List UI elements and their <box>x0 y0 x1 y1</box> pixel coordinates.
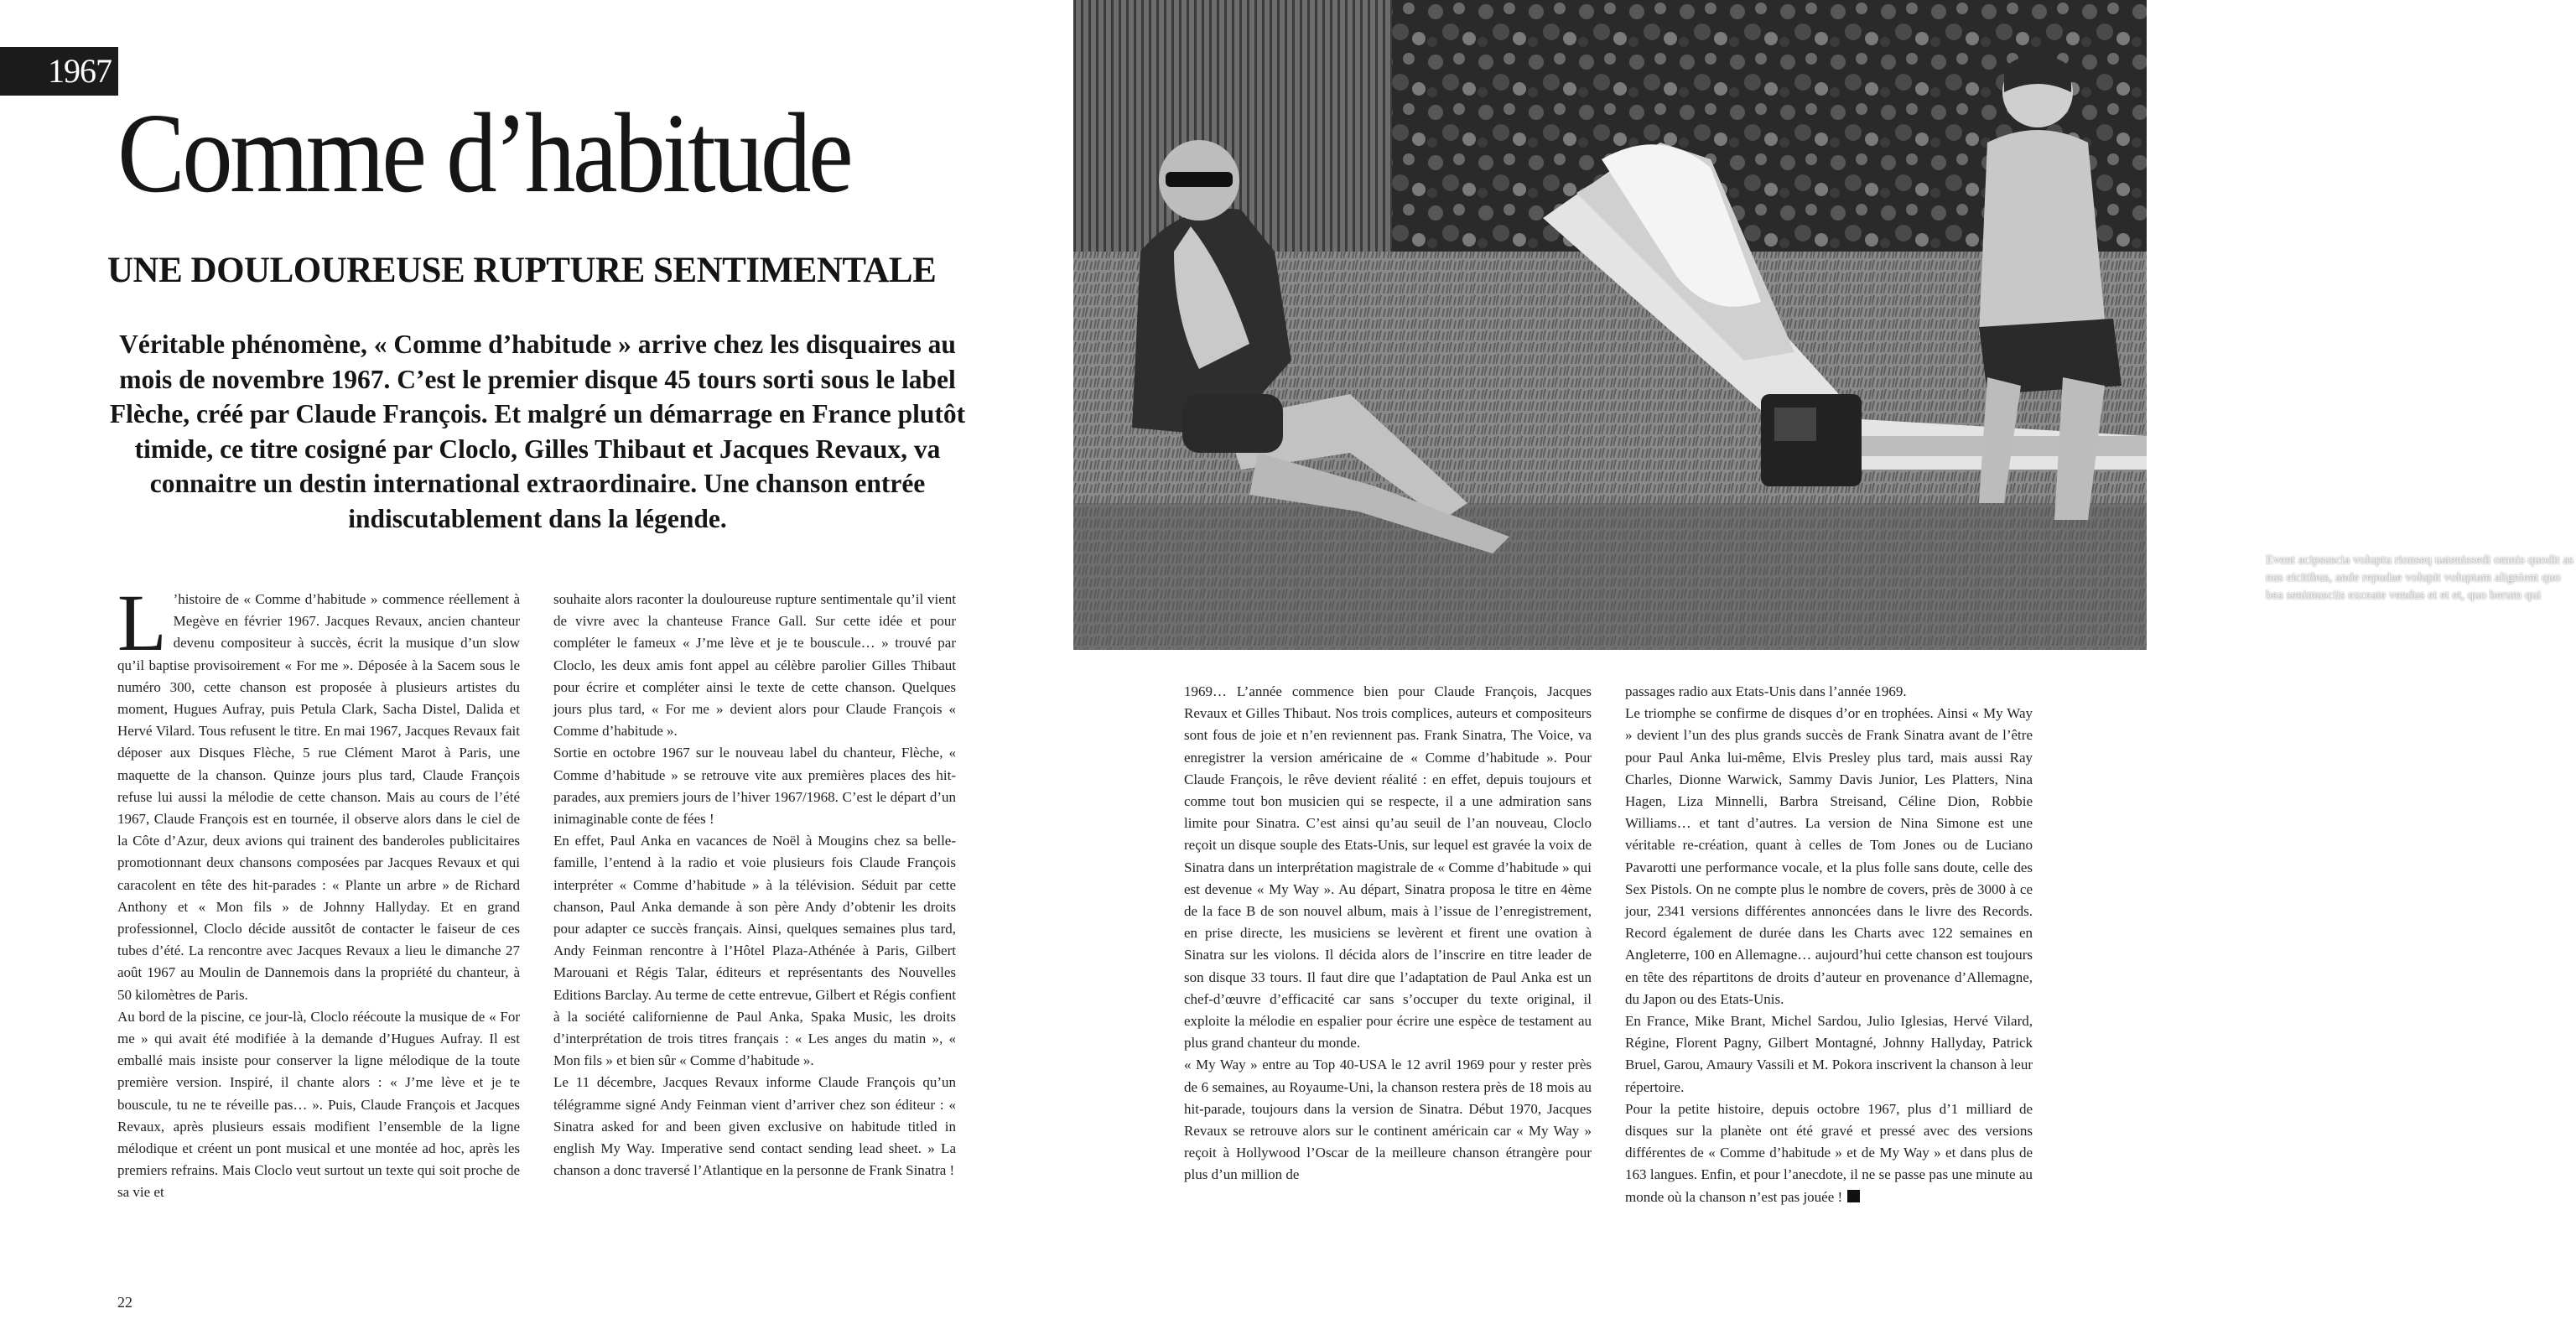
text-column-2 <box>553 589 956 1181</box>
photo <box>1073 0 2574 650</box>
text-column-3 <box>1184 681 1592 1187</box>
paragraph-text: Pour la petite histoire, depuis octobre 1967, plus d’1 milliard de disques sur la planète ont été gravé et pressé avec des versions différentes de « Comme d’habitude » et de My Way » et dans plus de 163 langues. Enfin, et pour l’anecdote, il ne se passe pas une minute au monde où la chanson n’est pas jouée ! <box>1625 1100 2033 1205</box>
paragraph: Sortie en octobre 1967 sur le nouveau label du chanteur, Flèche, « Comme d’habitude » se retrouve vite aux premières places des hit-parades, aux premiers jours de l’hiver 1967/1968. C’est le départ d’un inimaginable conte de fées ! <box>553 745 956 828</box>
paragraph <box>1625 1098 2033 1208</box>
text-column-4 <box>1625 681 2033 1208</box>
paragraph: Le 11 décembre, Jacques Revaux informe Claude François qu’un télégramme signé Andy Feinman vient d’arriver chez son éditeur : « Sinatra asked for and been given exclusive on habitude titled in english My Way. Imperative send contact sending lead sheet. » La chanson a donc traversé l’Atlantique en la personne de Frank Sinatra ! <box>553 1074 956 1179</box>
paragraph: « My Way » entre au Top 40-USA le 12 avril 1969 pour y rester près de 6 semaines, au Royaume-Uni, la chanson restera près de 18 mois au hit-parade, toujours dans la version de Sinatra. Début 1970, Jacques Revaux se retrouve alors sur le continent américain car « My Way » reçoit à Hollywood l’Oscar de la meilleure chanson étrangère pour plus d’un million de <box>1184 1057 1592 1183</box>
photo-caption: Event acipsuscia voluptu rionseq uatenissedi omnis quodit as nus eicitibus, ande repudae volupit voluptam alignient quo bea senimusciis exceate vendus et et et, quo berum qui <box>2266 553 2574 602</box>
paragraph: Le triomphe se confirme de disques d’or en trophées. Ainsi « My Way » devient l’un des plus grands succès de Frank Sinatra avant de l’être pour Paul Anka lui-même, Elvis Presley plus tard, mais aussi Ray Charles, Dionne Warwick, Sammy Davis Junior, Les Platters, Nina Hagen, Liza Minnelli, Barbra Streisand, Céline Dion, Robbie Williams… et tant d’autres. La version de Nina Simone est une véritable re-création, quant à celles de Tom Jones ou de Luciano Pavarotti une performance vocale, et la plus folle sans doute, celle des Sex Pistols. On ne compte plus le nombre de covers, près de 3000 à ce jour, 2341 versions différentes annoncées dans le livre des Records. Record également de durée dans les Charts avec 122 semaines en Angleterre, 100 en Allemagne… aujourd’hui cette chanson est toujours en tête des répartitons de droits d’auteur en provenance d’Allemagne, du Japon ou des Etats-Unis. <box>1625 705 2033 1007</box>
paragraph: souhaite alors raconter la douloureuse rupture sentimentale qu’il vient de vivre avec la chanteuse France Gall. Sur cette idée et pour compléter le fameux « J’me lève et je te bouscule… » trouvé par Cloclo, les deux amis font appel au célèbre parolier Gilles Thibaut pour écrire et compléter ainsi le texte de cette chanson. Quelques jours plus tard, « For me » devient alors pour Claude François « Comme d’habitude ». <box>553 591 956 740</box>
paragraph: Au bord de la piscine, ce jour-là, Cloclo réécoute la musique de « For me » qui avait été modifiée à la demande d’Hugues Aufray. Il est emballé mais insiste pour conserver la ligne mélodique de la toute première version. Inspiré, il chante alors : « J’me lève et je te bouscule, tu ne te réveille pas… ». Puis, Claude François et Jacques Revaux, après plusieurs essais modifient l’ensemble de la ligne mélodique et créent un pont musical et une montée ad hoc, après les premiers refrains. Mais Cloclo veut surtout un texte qui soit proche de sa vie et <box>117 1008 520 1201</box>
paragraph: En effet, Paul Anka en vacances de Noël à Mougins chez sa belle-famille, l’entend à la radio et voie plusieurs fois Claude François interpréter « Comme d’habitude » à la télévision. Séduit par cette chanson, Paul Anka demande à son père Andy d’obtenir les droits pour adapter ce succès français. Ainsi, quelques semaines plus tard, Andy Feinman rencontre à l’Hôtel Plaza-Athénée à Paris, Gilbert Marouani et Régis Talar, éditeurs et représentants des Nouvelles Editions Barclay. Au terme de cette entrevue, Gilbert et Régis confient à la société californienne de Paul Anka, Spaka Music, les droits d’interprétation de trois titres français : « Les anges du matin », « Mon fils » et bien sûr « Comme d’habitude ». <box>553 833 956 1069</box>
paragraph-text: ’histoire de « Comme d’habitude » commence réellement à Megève en février 1967. Jacques Revaux, ancien chanteur devenu compositeur à succès, écrit la musique d’un slow qu’il baptise provisoirement « For me ». Déposée à la Sacem sous le numéro 300, cette chanson est proposée à plusieurs artistes du moment, Hugues Aufray, puis Petula Clark, Sacha Distel, Dalida et Hervé Vilard. Tous refusent le titre. En mai 1967, Jacques Revaux fait déposer aux Disques Flèche, 5 rue Clément Marot à Paris, une maquette de la chanson. Quinze jours plus tard, Claude François refuse lui aussi la mélodie de cette chanson. Mais au cours de l’été 1967, Claude François est en tournée, il observe alors dans le ciel de la Côte d’Azur, deux avions qui trainent des banderoles publicitaires promotionnant deux chansons composées par Jacques Revaux et qui caracolent en tête des hit-parades : « Plante un arbre » de Richard Anthony et « Mon fils » de Johnny Hallyday. Et en grand professionnel, Cloclo décide aussitôt de contacter le faiseur de ces tubes d’été. La rencontre avec Jacques Revaux a lieu le dimanche 27 août 1967 au Moulin de Dannemois dans la propriété du chanteur, à 50 kilomètres de Paris. <box>117 591 520 1003</box>
year-tag: 1967 <box>0 47 118 96</box>
article-lead: Véritable phénomène, « Comme d’habitude » arrive chez les disquaires au mois de novembre 1967. C’est le premier disque 45 tours sorti sous le label Flèche, créé par Claude François. Et malgré un démarrage en France plutôt timide, ce titre cosigné par Cloclo, Gilles Thibaut et Jacques Revaux, va connaitre un destin international extraordinaire. Une chanson entrée indiscutablement dans la légende. <box>109 330 966 533</box>
page-number: 22 <box>117 1294 132 1311</box>
paragraph: passages radio aux Etats-Unis dans l’année 1969. <box>1625 683 1907 699</box>
paragraph <box>117 578 520 1006</box>
photo-illustration <box>1073 0 2147 650</box>
end-mark-icon <box>1847 1190 1860 1202</box>
paragraph: En France, Mike Brant, Michel Sardou, Julio Iglesias, Hervé Vilard, Régine, Florent Pagny, Gilbert Montagné, Johnny Hallyday, Patrick Bruel, Garou, Amaury Vassili et M. Pokora inscrivent la chanson à leur répertoire. <box>1625 1013 2033 1095</box>
article-title: Comme d’habitude <box>117 91 851 216</box>
paragraph: 1969… L’année commence bien pour Claude François, Jacques Revaux et Gilles Thibaut. Nos trois complices, auteurs et compositeurs sont fous de joie et n’en reviennent pas. Frank Sinatra, The Voice, va enregistrer la version américaine de « Comme d’habitude ». Pour Claude François, le rêve devient réalité : en effet, depuis toujours et comme tout bon musicien qui se respecte, il a une admiration sans limite pour Sinatra. C’est ainsi qu’au seuil de l’an nouveau, Cloclo reçoit un disque souple des Etats-Unis, sur lequel est gravée la voix de Sinatra dans un interprétation magistrale de « Comme d’habitude » qui est devenue « My Way ». Au départ, Sinatra proposa le titre en 4ème de la face B de son nouvel album, mais à l’issue de l’enregistrement, en prise directe, les musiciens se levèrent et firent une ovation à Sinatra sur les violons. Il décida alors de l’inscrire en titre leader de son disque 33 tours. Il faut dire que l’adaptation de Paul Anka est un chef-d’œuvre d’efficacité car sans s’occuper du texte original, il exploite la mélodie en espalier pour écrire une espèce de testament au plus grand chanteur du monde. <box>1184 683 1592 1052</box>
text-column-1 <box>117 578 520 1204</box>
dropcap: L <box>117 578 167 667</box>
article-subtitle: UNE DOULOUREUSE RUPTURE SENTIMENTALE <box>107 251 937 290</box>
